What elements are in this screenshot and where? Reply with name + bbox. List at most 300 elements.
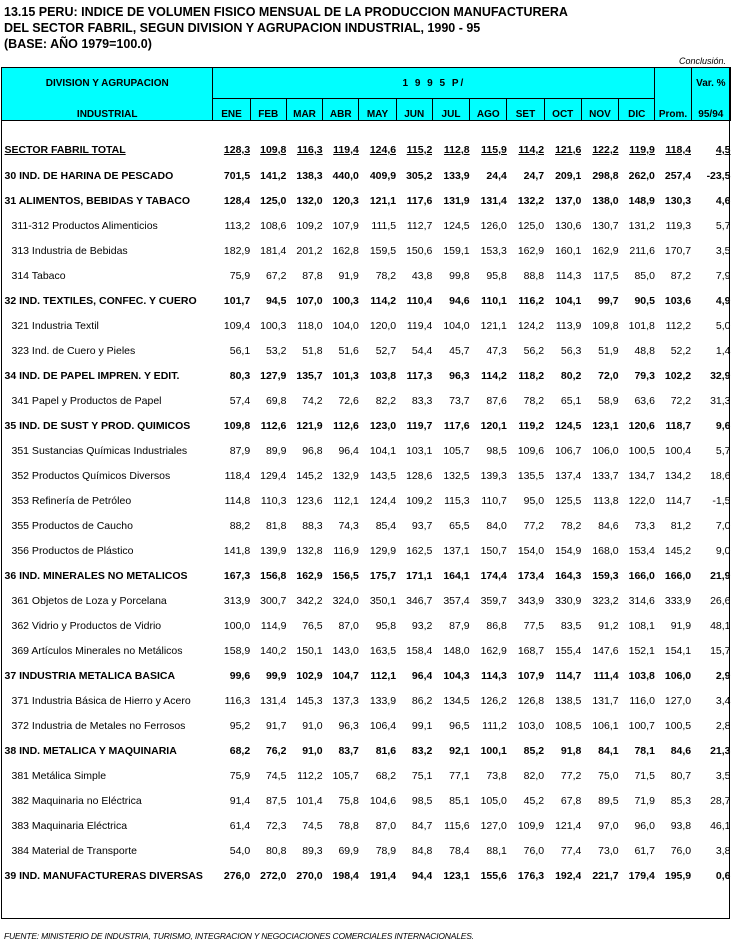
cell-value: 91,9 (670, 619, 692, 632)
row-label: 361 Objetos de Loza y Porcelana (11, 594, 167, 607)
cell-value: 78,4 (449, 844, 470, 857)
cell-value: 143,0 (332, 644, 359, 657)
cell-value: 134,5 (443, 694, 470, 707)
cell-value: 63,6 (634, 394, 655, 407)
cell-value: 102,2 (664, 369, 692, 382)
cell-value: 125,0 (517, 219, 545, 232)
cell-value: 101,4 (296, 794, 323, 807)
cell-value: 112,6 (333, 419, 359, 432)
cell-value: 104,7 (332, 669, 359, 682)
cell-value: 93,2 (411, 619, 433, 632)
cell-value: 117,6 (443, 419, 470, 432)
cell-value: 78,9 (375, 844, 397, 857)
cell-value: 119,2 (518, 419, 545, 432)
cell-value: 127,9 (260, 369, 287, 382)
cell-value: 24,7 (523, 169, 545, 182)
cell-value: 166,0 (628, 569, 655, 582)
cell-value: 139,9 (260, 544, 287, 557)
cell-value: 164,3 (555, 569, 582, 582)
conclusion-note: Conclusión. (678, 56, 726, 66)
cell-value: 75,1 (411, 769, 433, 782)
cell-value: 116,0 (629, 694, 655, 707)
cell-value: 96,3 (449, 369, 470, 382)
cell-value: 71,9 (634, 794, 655, 807)
cell-value: 84,6 (598, 519, 619, 532)
row-label: 383 Maquinaria Eléctrica (11, 819, 128, 832)
row-label: 372 Industria de Metales no Ferrosos (11, 719, 186, 732)
cell-value: 115,3 (444, 494, 470, 507)
cell-value: 103,0 (517, 719, 545, 732)
cell-value: 118,4 (665, 144, 692, 156)
cell-value: 69,8 (265, 394, 287, 407)
table-row (2, 463, 731, 488)
cell-value: 21,3 (710, 744, 731, 757)
cell-value: 96,4 (338, 444, 359, 457)
cell-value: 131,9 (443, 194, 470, 207)
cell-value: 176,3 (517, 869, 545, 882)
var-header-top: Var. % (691, 68, 730, 99)
month-header: SET (507, 99, 544, 121)
cell-value: 131,4 (260, 694, 287, 707)
cell-value: 84,8 (411, 844, 433, 857)
cell-value: 162,5 (406, 544, 433, 557)
cell-value: 93,8 (670, 819, 692, 832)
table-body (2, 121, 731, 889)
month-header: FEB (250, 99, 286, 121)
cell-value: 0,6 (715, 869, 731, 882)
cell-value: 78,8 (338, 819, 359, 832)
month-header: JUL (432, 99, 469, 121)
cell-value: 97,0 (598, 819, 619, 832)
cell-value: 80,7 (670, 769, 692, 782)
cell-value: 47,3 (486, 344, 507, 357)
cell-value: 95,8 (375, 619, 397, 632)
cell-value: 77,5 (523, 619, 545, 632)
cell-value: 116,9 (333, 544, 359, 557)
cell-value: 98,5 (411, 794, 433, 807)
cell-value: 7,0 (715, 519, 731, 532)
cell-value: 104,1 (555, 294, 582, 307)
cell-value: 134,7 (628, 469, 655, 482)
cell-value: 132,2 (517, 194, 545, 207)
cell-value: 298,8 (592, 169, 619, 182)
table-row (2, 663, 731, 688)
cell-value: 87,0 (338, 619, 359, 632)
cell-value: 105,0 (480, 794, 507, 807)
cell-value: 67,8 (560, 794, 582, 807)
cell-value: 80,2 (560, 369, 582, 382)
cell-value: 192,4 (555, 869, 582, 882)
cell-value: 118,2 (518, 369, 545, 382)
row-label: 37 INDUSTRIA METALICA BASICA (4, 669, 176, 682)
cell-value: 99,1 (411, 719, 433, 732)
cell-value: 106,1 (592, 719, 619, 732)
cell-value: 110,1 (481, 294, 507, 307)
cell-value: 77,4 (560, 844, 582, 857)
cell-value: 130,7 (592, 219, 619, 232)
cell-value: 84,0 (486, 519, 507, 532)
cell-value: 113,8 (593, 494, 619, 507)
cell-value: 221,7 (592, 869, 619, 882)
row-label: 38 IND. METALICA Y MAQUINARIA (4, 744, 177, 757)
cell-value: 102,9 (296, 669, 323, 682)
table-row (2, 688, 731, 713)
row-label: 321 Industria Textil (11, 319, 99, 332)
cell-value: 701,5 (223, 169, 251, 182)
row-label: 323 Ind. de Cuero y Pieles (11, 344, 136, 357)
cell-value: 112,7 (406, 219, 433, 232)
prom-header: Prom. (655, 99, 691, 121)
cell-value: 52,2 (670, 344, 692, 357)
cell-value: 92,1 (449, 744, 470, 757)
cell-value: 65,5 (449, 519, 470, 532)
cell-value: 103,8 (369, 369, 397, 382)
cell-value: 112,8 (443, 144, 470, 156)
table-row (2, 238, 731, 263)
cell-value: 87,5 (265, 794, 287, 807)
cell-value: 104,0 (443, 319, 470, 332)
table-row (2, 638, 731, 663)
var-header-bottom: 95/94 (691, 99, 730, 121)
cell-value: 162,9 (592, 244, 619, 257)
month-header: MAR (286, 99, 322, 121)
cell-value: 114,7 (555, 669, 582, 682)
row-label: 31 ALIMENTOS, BEBIDAS Y TABACO (4, 194, 191, 207)
cell-value: 84,7 (411, 819, 433, 832)
cell-value: 145,2 (296, 469, 323, 482)
cell-value: 61,4 (229, 819, 251, 832)
cell-value: 5,7 (715, 219, 731, 232)
cell-value: 112,1 (333, 494, 359, 507)
cell-value: 129,4 (260, 469, 287, 482)
month-header: OCT (544, 99, 581, 121)
cell-value: 74,2 (302, 394, 323, 407)
cell-value: 7,9 (715, 269, 731, 282)
cell-value: 89,9 (265, 444, 287, 457)
cell-value: 109,8 (223, 419, 251, 432)
cell-value: 181,4 (260, 244, 287, 257)
cell-value: 106,0 (664, 669, 692, 682)
cell-value: 101,7 (223, 294, 251, 307)
cell-value: 119,9 (629, 144, 655, 156)
cell-value: 155,4 (555, 644, 582, 657)
cell-value: 76,2 (265, 744, 287, 757)
cell-value: 359,7 (480, 594, 507, 607)
cell-value: 100,5 (664, 719, 692, 732)
row-label: 369 Artículos Minerales no Metálicos (11, 644, 183, 657)
cell-value: 51,9 (598, 344, 619, 357)
cell-value: 116,3 (296, 144, 323, 156)
cell-value: 123,6 (296, 494, 323, 507)
cell-value: 114,9 (260, 619, 287, 632)
table-row (2, 863, 731, 888)
cell-value: 126,0 (480, 219, 507, 232)
cell-value: 81,8 (265, 519, 287, 532)
cell-value: 85,3 (670, 794, 692, 807)
cell-value: 125,5 (555, 494, 582, 507)
cell-value: 77,2 (523, 519, 545, 532)
cell-value: 153,4 (628, 544, 655, 557)
cell-value: 133,9 (443, 169, 470, 182)
cell-value: 141,8 (223, 544, 251, 557)
cell-value: 65,1 (560, 394, 582, 407)
cell-value: 132,8 (296, 544, 323, 557)
table-row (2, 513, 731, 538)
cell-value: 85,2 (523, 744, 545, 757)
month-header: DIC (619, 99, 655, 121)
cell-value: 128,6 (406, 469, 433, 482)
cell-value: 72,6 (338, 394, 359, 407)
cell-value: 78,2 (560, 519, 582, 532)
cell-value: 346,7 (406, 594, 433, 607)
cell-value: 118,4 (224, 469, 251, 482)
cell-value: 137,1 (443, 544, 470, 557)
cell-value: 139,3 (480, 469, 507, 482)
cell-value: 114,2 (518, 144, 545, 156)
cell-value: 120,0 (369, 319, 397, 332)
cell-value: 130,3 (664, 194, 692, 207)
cell-value: 18,6 (710, 469, 731, 482)
cell-value: 2,9 (715, 669, 731, 682)
row-label: 382 Maquinaria no Eléctrica (11, 794, 142, 807)
table-row (2, 838, 731, 863)
production-index-table (1, 67, 731, 888)
cell-value: -23,5 (706, 169, 731, 182)
cell-value: 21,9 (710, 569, 731, 582)
cell-value: 73,7 (449, 394, 470, 407)
row-label: 351 Sustancias Químicas Industriales (11, 444, 188, 457)
cell-value: 409,9 (369, 169, 397, 182)
row-label: 384 Material de Transporte (11, 844, 137, 857)
cell-value: 124,6 (369, 144, 397, 156)
cell-value: 4,6 (715, 194, 731, 207)
cell-value: 112,1 (370, 669, 397, 682)
cell-value: 79,3 (634, 369, 655, 382)
cell-value: 100,3 (260, 319, 287, 332)
cell-value: 109,4 (223, 319, 251, 332)
cell-value: 122,2 (592, 144, 619, 156)
cell-value: 108,1 (628, 619, 655, 632)
cell-value: 109,2 (296, 219, 323, 232)
cell-value: 45,7 (449, 344, 470, 357)
cell-value: 100,4 (664, 444, 692, 457)
cell-value: 170,7 (664, 244, 692, 257)
cell-value: 162,8 (332, 244, 359, 257)
cell-value: 109,2 (406, 494, 433, 507)
cell-value: 43,8 (411, 269, 433, 282)
row-label: 352 Productos Químicos Diversos (11, 469, 171, 482)
cell-value: 148,9 (628, 194, 655, 207)
cell-value: 87,9 (449, 619, 470, 632)
cell-value: 114,3 (555, 269, 582, 282)
cell-value: 91,2 (598, 619, 619, 632)
cell-value: 147,6 (592, 644, 619, 657)
cell-value: 100,7 (628, 719, 655, 732)
cell-value: 174,4 (480, 569, 507, 582)
cell-value: 127,0 (664, 694, 692, 707)
cell-value: 54,4 (411, 344, 433, 357)
cell-value: 2,8 (715, 719, 731, 732)
cell-value: 83,2 (411, 744, 433, 757)
cell-value: 4,9 (715, 294, 731, 307)
cell-value: 138,3 (296, 169, 323, 182)
cell-value: 51,6 (338, 344, 359, 357)
cell-value: 167,3 (223, 569, 251, 582)
cell-value: 117,6 (406, 194, 433, 207)
cell-value: 103,1 (406, 444, 433, 457)
cell-value: 85,0 (634, 269, 655, 282)
cell-value: 48,1 (710, 619, 731, 632)
cell-value: 440,0 (332, 169, 359, 182)
cell-value: 119,4 (406, 319, 433, 332)
cell-value: 74,5 (265, 769, 287, 782)
cell-value: 72,0 (598, 369, 619, 382)
cell-value: 168,7 (517, 644, 545, 657)
cell-value: 109,8 (592, 319, 619, 332)
cell-value: 342,2 (296, 594, 323, 607)
cell-value: 133,9 (369, 694, 397, 707)
table-row (2, 338, 731, 363)
cell-value: 137,0 (555, 194, 582, 207)
cell-value: 99,7 (598, 294, 619, 307)
cell-value: 121,4 (555, 819, 582, 832)
cell-value: 104,6 (369, 794, 397, 807)
cell-value: 153,3 (480, 244, 507, 257)
cell-value: 112,2 (665, 319, 692, 332)
cell-value: 128,3 (223, 144, 251, 156)
cell-value: 78,2 (375, 269, 397, 282)
cell-value: 113,2 (224, 219, 251, 232)
cell-value: 88,8 (523, 269, 545, 282)
table-row (2, 563, 731, 588)
table-row (2, 538, 731, 563)
row-label: 371 Industria Básica de Hierro y Acero (11, 694, 191, 707)
cell-value: 111,5 (371, 219, 397, 232)
cell-value: 272,0 (260, 869, 287, 882)
cell-value: 132,0 (296, 194, 323, 207)
cell-value: 95,8 (486, 269, 507, 282)
cell-value: 83,3 (411, 394, 433, 407)
cell-value: 87,9 (229, 444, 251, 457)
cell-value: 28,7 (710, 794, 731, 807)
cell-value: 111,4 (593, 669, 619, 682)
cell-value: 98,5 (486, 444, 507, 457)
cell-value: 75,8 (338, 794, 359, 807)
cell-value: 305,2 (406, 169, 433, 182)
cell-value: 156,8 (260, 569, 287, 582)
row-label: 35 IND. DE SUST Y PROD. QUIMICOS (4, 419, 191, 432)
cell-value: 93,7 (411, 519, 433, 532)
spacer-row (2, 121, 731, 138)
cell-value: 72,2 (670, 394, 692, 407)
row-label: 36 IND. MINERALES NO METALICOS (4, 569, 188, 582)
cell-value: 150,7 (480, 544, 507, 557)
month-header: JUN (396, 99, 432, 121)
cell-value: 46,1 (710, 819, 731, 832)
cell-value: 94,5 (265, 294, 287, 307)
cell-value: 159,3 (592, 569, 619, 582)
cell-value: 106,0 (592, 444, 619, 457)
cell-value: 115,6 (444, 819, 470, 832)
month-header: ABR (323, 99, 359, 121)
cell-value: 45,2 (523, 794, 545, 807)
cell-value: 87,8 (302, 269, 323, 282)
division-header-top: DIVISION Y AGRUPACION (2, 68, 213, 99)
cell-value: 137,3 (332, 694, 359, 707)
row-label: SECTOR FABRIL TOTAL (4, 144, 126, 156)
cell-value: 357,4 (443, 594, 470, 607)
cell-value: 110,7 (481, 494, 507, 507)
cell-value: 84,1 (598, 744, 619, 757)
cell-value: 80,8 (265, 844, 287, 857)
cell-value: 96,5 (449, 719, 470, 732)
cell-value: 4,5 (715, 144, 731, 156)
table-row (2, 213, 731, 238)
cell-value: 145,2 (664, 544, 692, 557)
cell-value: 83,7 (338, 744, 359, 757)
cell-value: 107,9 (517, 669, 545, 682)
table-row (2, 388, 731, 413)
cell-value: 135,5 (517, 469, 545, 482)
table-row (2, 313, 731, 338)
cell-value: 91,0 (302, 719, 323, 732)
cell-value: 103,8 (628, 669, 655, 682)
cell-value: 96,4 (411, 669, 433, 682)
cell-value: 132,9 (332, 469, 359, 482)
cell-value: 104,3 (443, 669, 470, 682)
cell-value: 58,9 (598, 394, 619, 407)
cell-value: 333,9 (664, 594, 692, 607)
cell-value: 126,8 (517, 694, 545, 707)
cell-value: 91,4 (229, 794, 251, 807)
table-row (2, 288, 731, 313)
cell-value: 324,0 (332, 594, 359, 607)
cell-value: 76,0 (523, 844, 545, 857)
cell-value: 124,4 (369, 494, 397, 507)
cell-value: 343,9 (517, 594, 545, 607)
cell-value: 109,9 (517, 819, 545, 832)
cell-value: 107,0 (296, 294, 323, 307)
cell-value: 80,3 (229, 369, 251, 382)
cell-value: 51,8 (302, 344, 323, 357)
cell-value: 57,4 (229, 394, 251, 407)
cell-value: 15,7 (710, 644, 731, 657)
cell-value: 91,8 (560, 744, 582, 757)
cell-value: 78,1 (634, 744, 655, 757)
cell-value: 111,2 (482, 719, 507, 732)
cell-value: 209,1 (555, 169, 582, 182)
cell-value: 68,2 (229, 744, 251, 757)
cell-value: 158,9 (223, 644, 251, 657)
cell-value: 198,4 (332, 869, 359, 882)
table-row (2, 413, 731, 438)
cell-value: 76,5 (302, 619, 323, 632)
cell-value: 85,1 (449, 794, 470, 807)
cell-value: 91,7 (265, 719, 287, 732)
cell-value: 123,1 (443, 869, 470, 882)
year-header: 1 9 9 5 P/ (213, 68, 655, 99)
cell-value: 90,5 (634, 294, 655, 307)
cell-value: 32,9 (710, 369, 731, 382)
cell-value: 87,0 (375, 819, 397, 832)
title-line-1: 13.15 PERU: INDICE DE VOLUMEN FISICO MENSUAL DE LA PRODUCCION MANUFACTURERA (4, 5, 568, 19)
cell-value: 88,1 (486, 844, 507, 857)
cell-value: 105,7 (332, 769, 359, 782)
cell-value: 100,1 (480, 744, 507, 757)
row-label: 362 Vidrio y Productos de Vidrio (11, 619, 162, 632)
cell-value: 75,9 (229, 269, 251, 282)
row-label: 381 Metálica Simple (11, 769, 107, 782)
